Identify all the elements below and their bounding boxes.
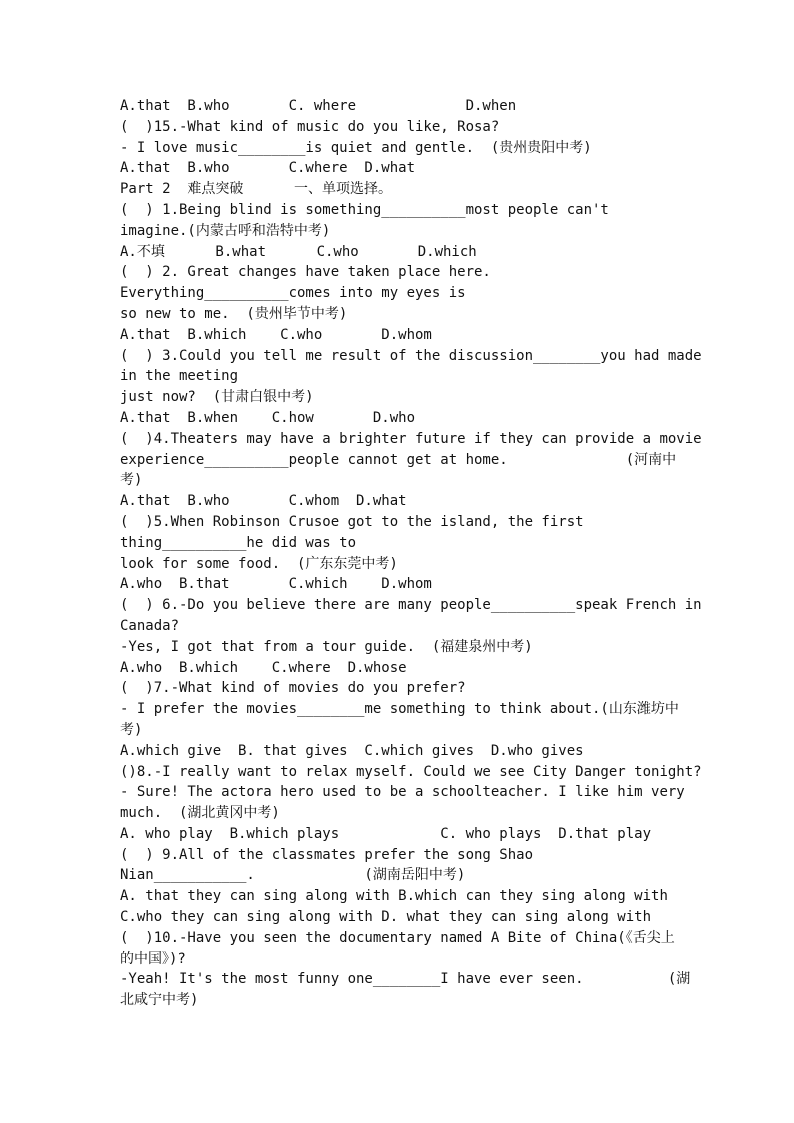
text-line: A.which give B. that gives C.which gives D.who gives	[120, 742, 584, 759]
text-line: A.who B.which C.where D.whose	[120, 659, 407, 676]
text-line: ( )10.-Have you seen the documentary named A Bite of China(《舌尖上	[120, 929, 675, 946]
text-line: ( )15.-What kind of music do you like, Rosa?	[120, 118, 500, 135]
text-line: C.who they can sing along with D. what they can sing along with	[120, 909, 652, 926]
text-line: just now? (甘肃白银中考)	[120, 389, 314, 406]
text-line: -Yeah! It's the most funny one________I have ever seen. (湖	[120, 971, 691, 988]
text-line: ( ) 6.-Do you believe there are many people__________speak French in	[120, 597, 702, 614]
text-line: look for some food. (广东东莞中考)	[120, 555, 398, 572]
text-line: -Yes, I got that from a tour guide. (福建泉州中考)	[120, 638, 533, 655]
text-line: A.that B.who C. where D.when	[120, 98, 517, 114]
text-line: much. (湖北黄冈中考)	[120, 805, 280, 822]
text-line: imagine.(内蒙古呼和浩特中考)	[120, 222, 331, 239]
text-line: - I prefer the movies________me something to think about.(山东潍坊中	[120, 701, 679, 718]
text-line: A.who B.that C.which D.whom	[120, 576, 432, 593]
text-line: Canada?	[120, 617, 180, 634]
text-line: - Sure! The actora hero used to be a schoolteacher. I like him very	[120, 784, 685, 801]
text-line: 的中国》)?	[120, 950, 186, 967]
text-line: 考)	[120, 721, 143, 738]
text-line: ( ) 9.All of the classmates prefer the song Shao	[120, 846, 534, 863]
text-line: thing__________he did was to	[120, 534, 357, 551]
text-line: Nian___________. (湖南岳阳中考)	[120, 867, 466, 884]
text-line: 北咸宁中考)	[120, 992, 199, 1009]
text-line: A. who play B.which plays C. who plays D.that play	[120, 825, 652, 842]
text-line: A.that B.who C.whom D.what	[120, 493, 407, 510]
text-line: ()8.-I really want to relax myself. Could we see City Danger tonight?	[120, 763, 702, 780]
text-line: - I love music________is quiet and gentle. (贵州贵阳中考)	[120, 139, 592, 156]
text-line: ( )5.When Robinson Crusoe got to the island, the first	[120, 513, 584, 530]
text-line: Everything__________comes into my eyes is	[120, 285, 466, 302]
text-line: A. that they can sing along with B.which can they sing along with	[120, 888, 668, 905]
text-line: ( ) 1.Being blind is something__________most people can't	[120, 201, 609, 218]
text-line: ( )7.-What kind of movies do you prefer?	[120, 680, 466, 697]
text-line: Part 2 难点突破 一、单项选择。	[120, 181, 393, 198]
text-line: A.that B.who C.where D.what	[120, 160, 416, 177]
text-line: ( )4.Theaters may have a brighter future if they can provide a movie	[120, 430, 702, 447]
text-line: in the meeting	[120, 368, 239, 385]
text-line: A.不填 B.what C.who D.which	[120, 243, 477, 260]
text-line: A.that B.which C.who D.whom	[120, 326, 432, 343]
exercise-text	[120, 96, 702, 1011]
text-line: so new to me. (贵州毕节中考)	[120, 305, 348, 322]
text-line: ( ) 2. Great changes have taken place here.	[120, 264, 491, 281]
text-line: 考)	[120, 472, 143, 489]
text-line: A.that B.when C.how D.who	[120, 409, 416, 426]
text-line: ( ) 3.Could you tell me result of the discussion________you had made	[120, 347, 702, 364]
text-line: experience__________people cannot get at home. (河南中	[120, 451, 677, 468]
